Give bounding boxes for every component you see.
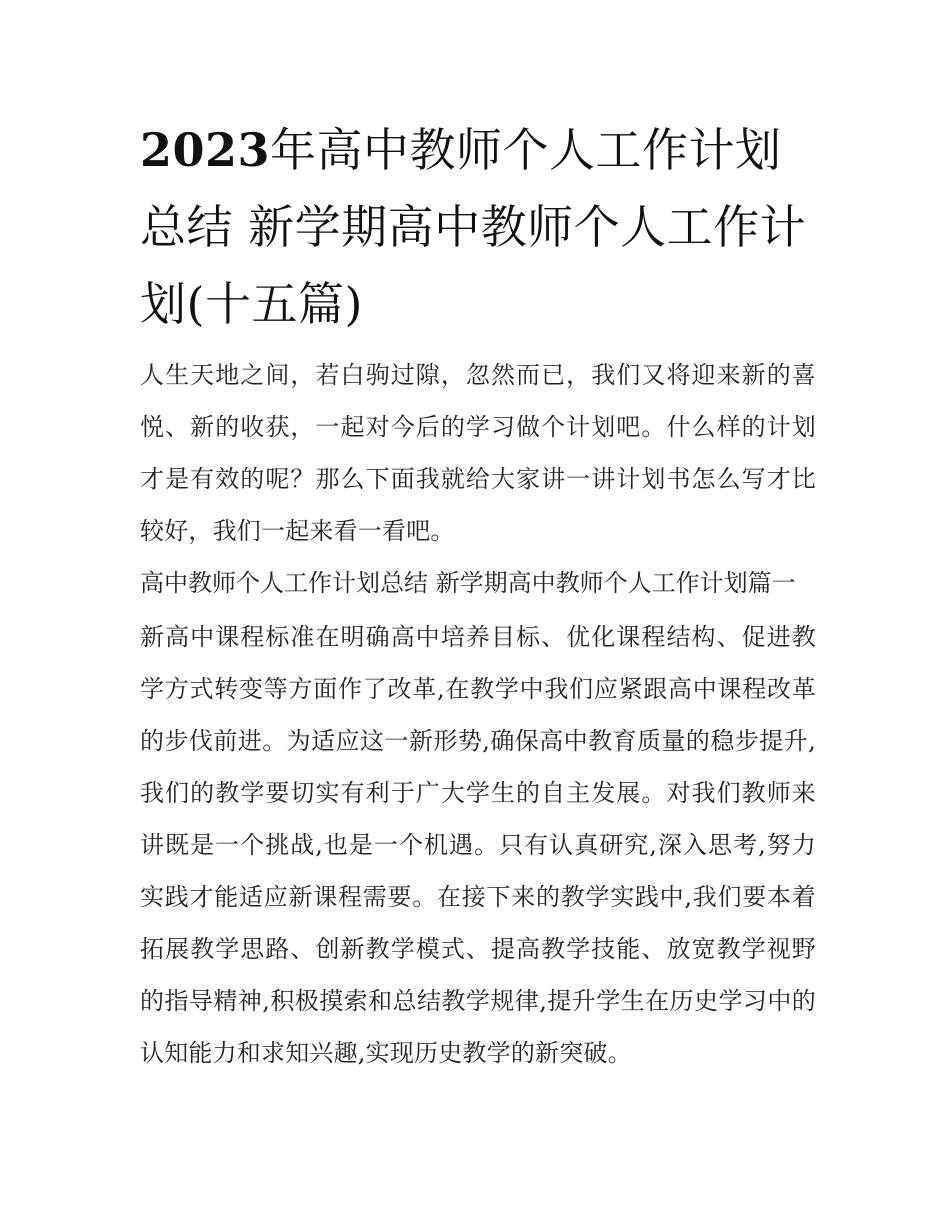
title-text: 年高中教师个人工作计划总结 新学期高中教师个人工作计划(十五篇)	[140, 123, 807, 331]
title-year: 2023	[140, 123, 271, 177]
document-title	[140, 112, 816, 343]
section-heading: 高中教师个人工作计划总结 新学期高中教师个人工作计划篇一	[140, 569, 796, 597]
intro-paragraph: 人生天地之间，若白驹过隙，忽然而已，我们又将迎来新的喜悦、新的收获，一起对今后的学习做个计划吧。什么样的计划才是有效的呢？那么下面我就给大家讲一讲计划书怎么写才比较好，我们一起来看一看吧。	[140, 361, 816, 545]
body-paragraph: 新高中课程标准在明确高中培养目标、优化课程结构、促进教学方式转变等方面作了改革,在教学中我们应紧跟高中课程改革的步伐前进。为适应这一新形势,确保高中教育质量的稳步提升,我们的教学要切实有利于广大学生的自主发展。对我们教师来讲既是一个挑战,也是一个机遇。只有认真研究,深入思考,努力实践才能适应新课程需要。在接下来的教学实践中,我们要本着拓展教学思路、创新教学模式、提高教学技能、放宽教学视野的指导精神,积极摸索和总结教学规律,提升学生在历史学习中的认知能力和求知兴趣,实现历史教学的新突破。	[140, 623, 816, 1067]
document-page	[140, 112, 816, 1079]
